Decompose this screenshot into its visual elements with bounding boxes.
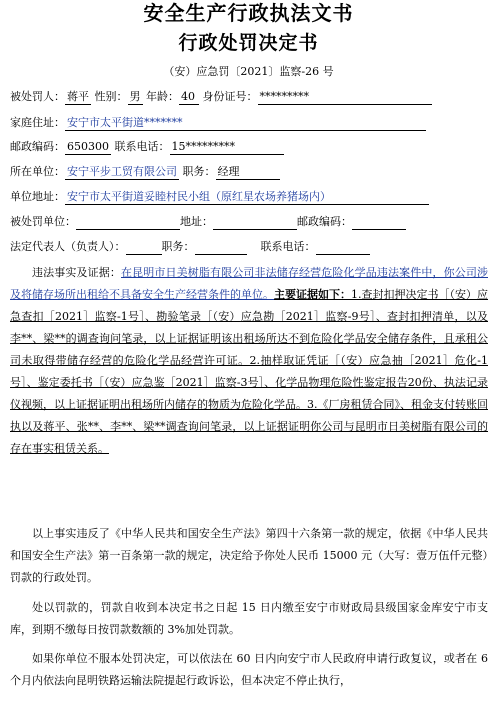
penalty-decision-paragraph: 以上事实违反了《中华人民共和国安全生产法》第四十六条第一款的规定，依据《中华人民共和国安全生产法》第一百条第一款的规定，决定给予你处人民币 15000 元（大写：壹万伍仟元整）罚款的行政处罚。 xyxy=(10,527,488,584)
penalized-unit-value xyxy=(76,215,180,230)
person-basic-row xyxy=(10,90,432,105)
id-value: ********* xyxy=(258,90,432,105)
document-subtitle: 行政处罚决定书 xyxy=(178,32,319,54)
legal-rep-row xyxy=(10,240,370,255)
legal-rep-value xyxy=(126,240,162,255)
facts-heading: 违法事实及证据： xyxy=(32,266,121,279)
age-value: 40 xyxy=(179,90,199,105)
name-value: 蒋平 xyxy=(67,90,89,103)
id-label: 身份证号： xyxy=(199,90,258,103)
gender-label: 性别： xyxy=(91,90,128,103)
address-value: 安宁市太平街道******* xyxy=(65,116,426,131)
rep-phone-label: 联系电话： xyxy=(260,240,316,253)
violation-facts-paragraph xyxy=(10,262,488,460)
postcode-label: 邮政编码： xyxy=(10,140,65,153)
rep-phone-value xyxy=(316,240,370,255)
postcode-value: 650300 xyxy=(67,140,109,153)
unit-postcode-label: 邮政编码： xyxy=(297,215,352,228)
position-label: 职务： xyxy=(179,165,216,178)
contact-row xyxy=(10,140,284,155)
age-label: 年龄： xyxy=(142,90,179,103)
penalized-unit-label: 被处罚单位： xyxy=(10,215,76,228)
gender-value: 男 xyxy=(129,90,141,103)
facts-summary: 在昆明市日美树脂有限公司非法储存经营危险化学品违法案件中，你公司涉及将储存场所出租给不具备安全生产经营条件的单位。 xyxy=(10,266,488,301)
unit-address-value: 安宁市太平街道妥睦村民小组（原红星农场养猪场内） xyxy=(65,190,429,205)
document-number: （安）应急罚〔2021〕监察-26 号 xyxy=(163,65,334,78)
address-row xyxy=(10,116,426,131)
appeal-paragraph: 如果你单位不服本处罚决定，可以依法在 60 日内向安宁市人民政府申请行政复议，或者在 6 个月内依法向昆明铁路运输法院提起行政诉讼，但本决定不停止执行， xyxy=(10,652,488,687)
payment-paragraph: 处以罚款的，罚款自收到本决定书之日起 15 日内缴至安宁市财政局县级国家金库安宁市支库，到期不缴每日按罚款数额的 3%加处罚款。 xyxy=(10,601,488,636)
evidence-list: 1.查封扣押决定书［（安）应急查扣［2021］监察-1号］、勘验笔录［（安）应急勘［2021］监察-9号］、查封扣押清单，以及李**、梁**的调查询问笔录，以上证据证明该出租场所达不到危险化学品安全储存条件，且承租公司未取得带储存经营的危险化学品经营许可证。2.抽样取证凭证［（安）应急抽［2021］危化-1号］、鉴定委托书［（安）应急鉴［2021］监察-3号］、化学品物理危险性鉴定报告20份、执法记录仪视频，以上证据证明出租场所内储存的物质为危险化学品。3.《厂房租赁合同》、租金支付转账回执以及蒋平、张**、李**、梁**调查询问笔录，以上证据证明你公司与昆明市日美树脂有限公司的存在事实租赁关系。 xyxy=(10,288,488,455)
penalized-unit-row xyxy=(10,215,406,230)
unit-addr-label: 地址： xyxy=(180,215,213,228)
address-label: 家庭住址： xyxy=(10,116,65,129)
legal-rep-label: 法定代表人（负责人）： xyxy=(10,240,126,253)
document-title: 安全生产行政执法文书 xyxy=(143,1,354,25)
rep-position-label: 职务： xyxy=(161,240,195,253)
phone-value: 15********* xyxy=(170,140,284,155)
employer-value: 安宁平步工贸有限公司 xyxy=(67,165,177,178)
evidence-heading: 主要证据如下： xyxy=(274,288,351,301)
employer-row xyxy=(10,165,280,180)
position-value: 经理 xyxy=(216,165,280,180)
unit-address-label: 单位地址： xyxy=(10,190,65,203)
phone-label: 联系电话： xyxy=(111,140,170,153)
unit-address-row xyxy=(10,190,429,205)
unit-postcode-value xyxy=(352,215,406,230)
unit-addr-value xyxy=(213,215,297,230)
name-label: 被处罚人： xyxy=(10,90,65,103)
rep-position-value xyxy=(195,240,247,255)
employer-label: 所在单位： xyxy=(10,165,65,178)
